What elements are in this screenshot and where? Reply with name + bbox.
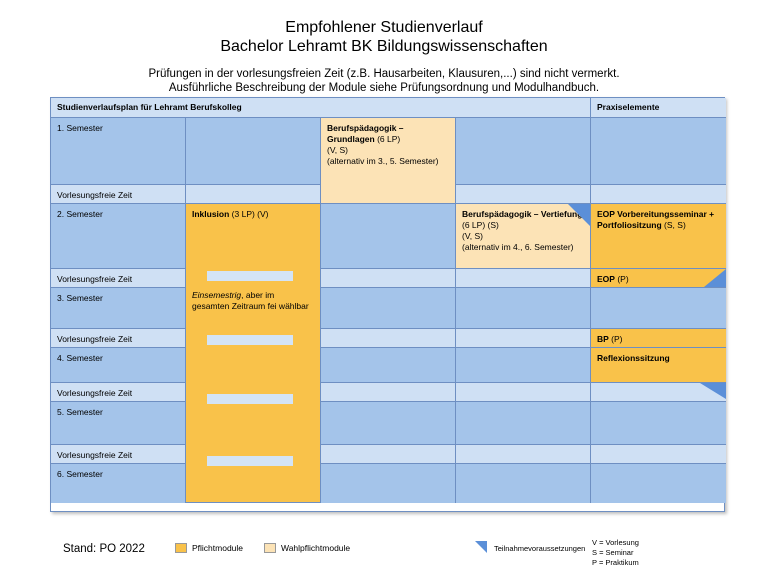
cell-empty <box>591 402 726 445</box>
cell-empty <box>186 118 321 185</box>
cell-empty <box>591 118 726 185</box>
abbr-p: P = Praktikum <box>592 558 639 567</box>
stand-label: Stand: PO 2022 <box>63 543 145 555</box>
module-grundlagen-alt: (alternativ im 3., 5. Semester) <box>327 156 439 166</box>
module-inklusion <box>186 204 321 503</box>
module-reflexion-title: Reflexionssitzung <box>597 353 670 363</box>
cell-empty <box>186 185 321 204</box>
row-label-vfz2: Vorlesungsfreie Zeit <box>51 269 186 288</box>
note-line2: Ausführliche Beschreibung der Module siehe Prüfungsordnung und Modulhandbuch. <box>168 82 600 94</box>
col-header-plan: Studienverlaufsplan für Lehramt Berufskolleg <box>51 98 591 118</box>
cell-empty <box>321 288 456 329</box>
cell-empty <box>591 464 726 503</box>
row-label-sem5: 5. Semester <box>51 402 186 445</box>
module-vertiefung <box>456 204 591 269</box>
row-label-vfz3: Vorlesungsfreie Zeit <box>51 329 186 348</box>
cell-empty <box>456 288 591 329</box>
page-title-line2: Bachelor Lehramt BK Bildungswissenschaften <box>220 38 548 55</box>
row-label-vfz4: Vorlesungsfreie Zeit <box>51 383 186 402</box>
module-inklusion-note <box>192 290 310 312</box>
cell-empty <box>456 402 591 445</box>
module-inklusion-note-em: Einsemestrig <box>192 290 242 300</box>
page-title-line1: Empfohlener Studienverlauf <box>285 19 483 36</box>
abbr-v: V = Vorlesung <box>592 538 639 547</box>
col-header-praxis: Praxiselemente <box>591 98 726 118</box>
module-inklusion-note-rest: , aber im gesamten Zeitraum fei wählbar <box>192 290 309 311</box>
cell-empty <box>321 329 456 348</box>
cell-empty <box>321 445 456 464</box>
vfz-marker <box>207 456 293 466</box>
vfz-marker <box>207 335 293 345</box>
row-label-sem4: 4. Semester <box>51 348 186 383</box>
teilnahme-marker-icon <box>704 269 726 287</box>
module-inklusion-lp: (3 LP) (V) <box>229 209 269 219</box>
module-grundlagen-type: (V, S) <box>327 145 348 155</box>
row-label-sem3: 3. Semester <box>51 288 186 329</box>
legend-wahlpflicht-swatch <box>264 543 276 553</box>
row-label-sem2: 2. Semester <box>51 204 186 269</box>
module-bp <box>591 329 726 348</box>
module-grundlagen-title: Berufspädagogik – Grundlagen <box>327 123 404 144</box>
cell-empty <box>456 118 591 185</box>
cell-empty <box>456 445 591 464</box>
row-label-sem1: 1. Semester <box>51 118 186 185</box>
teilnahme-marker-icon <box>700 383 726 399</box>
cell-empty <box>591 185 726 204</box>
cell-empty <box>591 383 726 402</box>
teilnahme-marker-icon <box>475 541 487 553</box>
cell-empty <box>591 288 726 329</box>
cell-empty <box>456 329 591 348</box>
cell-empty <box>456 185 591 204</box>
module-grundlagen <box>321 118 456 204</box>
cell-empty <box>456 464 591 503</box>
legend-wahlpflicht-label: Wahlpflichtmodule <box>281 543 351 553</box>
cell-empty <box>321 348 456 383</box>
legend-pflicht-label: Pflichtmodule <box>192 543 244 553</box>
row-label-sem6: 6. Semester <box>51 464 186 503</box>
module-vertiefung-type: (V, S) <box>462 231 483 241</box>
module-eop-title: EOP <box>597 274 615 284</box>
module-bp-type: (P) <box>608 334 623 344</box>
module-bp-title: BP <box>597 334 609 344</box>
legend-pflicht-swatch <box>175 543 187 553</box>
cell-empty <box>321 269 456 288</box>
teilnahme-marker-icon <box>568 204 590 226</box>
row-label-vfz5: Vorlesungsfreie Zeit <box>51 445 186 464</box>
vfz-marker <box>207 271 293 281</box>
module-eop-type: (P) <box>614 274 629 284</box>
module-eop-seminar <box>591 204 726 269</box>
module-eop-seminar-type: (S, S) <box>661 220 686 230</box>
abbr-s: S = Seminar <box>592 548 634 557</box>
cell-empty <box>321 383 456 402</box>
legend-teilnahme-label: Teilnahmevoraussetzungen <box>494 544 586 553</box>
cell-empty <box>456 269 591 288</box>
module-grundlagen-lp: (6 LP) <box>374 134 401 144</box>
module-vertiefung-lp: (6 LP) (S) <box>462 220 499 230</box>
module-eop-seminar-title: EOP Vorbereitungsseminar + Portfoliositzung <box>597 209 715 230</box>
study-plan-table <box>50 97 725 512</box>
module-eop <box>591 269 726 288</box>
cell-empty <box>321 402 456 445</box>
cell-empty <box>321 464 456 503</box>
cell-empty <box>456 383 591 402</box>
cell-empty <box>321 204 456 269</box>
module-vertiefung-alt: (alternativ im 4., 6. Semester) <box>462 242 574 252</box>
module-reflexion <box>591 348 726 383</box>
vfz-marker <box>207 394 293 404</box>
cell-empty <box>591 445 726 464</box>
cell-empty <box>456 348 591 383</box>
note-line1: Prüfungen in der vorlesungsfreien Zeit (z.B. Hausarbeiten, Klausuren,...) sind nicht vermerkt. <box>148 68 620 80</box>
row-label-vfz1: Vorlesungsfreie Zeit <box>51 185 186 204</box>
module-inklusion-title: Inklusion <box>192 209 230 219</box>
module-vertiefung-title: Berufspädagogik – Vertiefung <box>462 209 583 219</box>
